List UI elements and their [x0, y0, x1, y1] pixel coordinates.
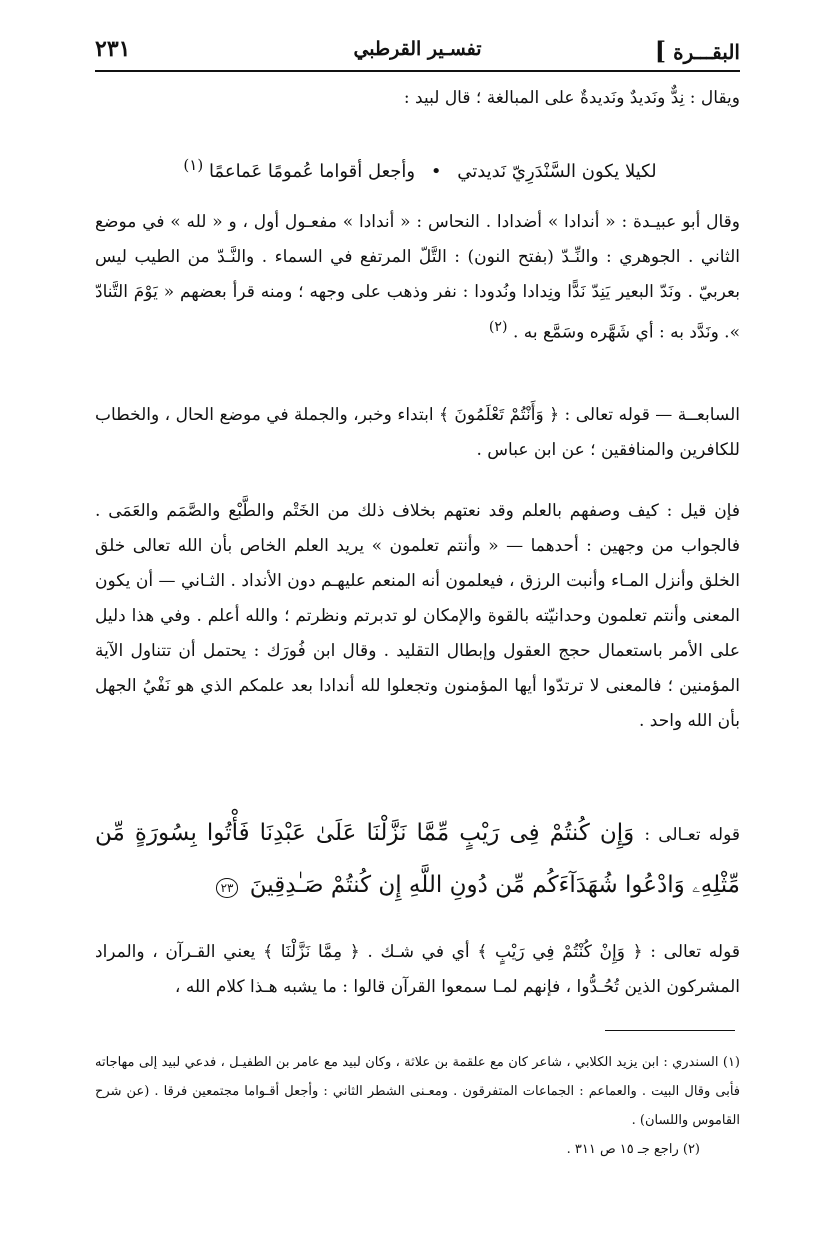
footnotes: [95, 1048, 740, 1164]
footnote-marker-1: (١): [183, 156, 204, 174]
running-header: [95, 30, 740, 72]
footnote-1: (١) السندري : ابن يزيد الكلابي ، شاعر كان مع علقمة بن علاثة ، وكان لبيد مع عامر بن الطفيـل ، فدعي لبيد إلى مهاجاته فأبى وقال البيت . والعماعم : الجماعات المتفرقون . ومعـنى الشطر الثاني : وأجعل أقـواما مجتمعين فرقا . (عن شرح القاموس واللسان) .: [95, 1055, 740, 1128]
verse-hemistich-2: وأجعل أقواما عُمومًا عَماعمًا: [208, 161, 416, 182]
footnote-marker-2: (٢): [488, 319, 508, 335]
paragraph-andad: [95, 205, 740, 351]
footnote-2-text: (٢) راجع جـ ١٥ ص ٣١١ .: [566, 1142, 700, 1157]
verse-separator: •: [430, 161, 442, 182]
page-number: ٢٣١: [95, 36, 131, 62]
quran-verse: [95, 808, 740, 910]
paragraph-commentary: قوله تعالى : ﴿ وَإِنْ كُنْتُمْ فِي رَيْبٍ ﴾ أي في شـك . ﴿ مِمَّا نَزَّلْنَا ﴾ يعني القـرآن ، والمراد المشركون الذين تُحُـدُّوا ، فإنهم لمـا سمعوا القرآن قالوا : ما يشبه هـذا كلام الله ،: [95, 942, 740, 997]
paragraph-seventh: السابعــة — قوله تعالى : ﴿ وَأَنْتُمْ تَعْلَمُونَ ﴾ ابتداء وخبر، والجملة في موضع الحال ، والخطاب للكافرين والمنافقين ؛ عن ابن عباس .: [95, 405, 740, 460]
page: [95, 30, 740, 72]
quran-text: وَإِن كُنتُمْ فِى رَيْبٍ مِّمَّا نَزَّلْنَا عَلَىٰ عَبْدِنَا فَأْتُوا بِسُورَةٍ مِّن مِّثْلِهِۦ وَادْعُوا شُهَدَآءَكُم مِّن دُونِ اللَّهِ إِن كُنتُمْ صَـٰدِقِينَ: [95, 820, 740, 898]
quran-intro: قوله تعـالى :: [644, 825, 741, 845]
footnote-divider: [605, 1030, 735, 1031]
footnote-2: [95, 1135, 740, 1164]
surah-name: البقـــرة ]: [654, 36, 740, 65]
poetry-verse: [120, 150, 720, 187]
paragraph-intro: ويقال : نِدٌّ ونَديدٌ ونَديدةٌ على المبالغة ؛ قال لبيد :: [403, 88, 740, 108]
ayah-number: ٢٣: [216, 878, 239, 898]
verse-hemistich-1: لكيلا يكون السَّنْدَرِيّ نَديدتي: [457, 161, 657, 182]
book-title: تفسـير القرطبي: [353, 38, 482, 60]
paragraph-question: فإن قيل : كيف وصفهم بالعلم وقد نعتهم بخلاف ذلك من الخَتْم والطَّبْع والصَّمَم والعَمَى . فالجواب من وجهين : أحدهما — « وأنتم تعلمون » يريد العلم الخاص بأن الله تعالى خلق الخلق وأنزل المـاء وأنبت الرزق ، فيعلمون أنه المنعم عليهـم دون الأنداد . الثـاني — أن يكون المعنى وأنتم تعلمون وحدانيّته بالقوة والإمكان لو تدبرتم ونظرتم ؛ والله أعلم . وفي هذا دليل على الأمر باستعمال حجج العقول وإبطال التقليد . وقال ابن فُورَك : يحتمل أن تتناول الآية المؤمنين ؛ فالمعنى لا ترتدّوا أيها المؤمنون وتجعلوا لله أندادا بعد علمكم الذي هو نَفْيُ الجهل بأن الله واحد .: [95, 501, 740, 731]
paragraph-andad-text: وقال أبو عبيـدة : « أندادا » أضدادا . النحاس : « أندادا » مفعـول أول ، و « لله » في موضع الثاني . الجوهري : والنِّـدّ (بفتح النون) : التَّلّ المرتفع في السماء . والنَّـدّ من الطيب ليس بعربيّ . ونَدّ البعير يَنِدّ نَدًّا ونِدادا ونُدودا : نفر وذهب على وجهه ؛ ومنه قرأ بعضهم « يَوْمَ التَّنادّ ». ونَدَّد به : أي شَهَّره وسَمَّع به .: [95, 212, 740, 343]
